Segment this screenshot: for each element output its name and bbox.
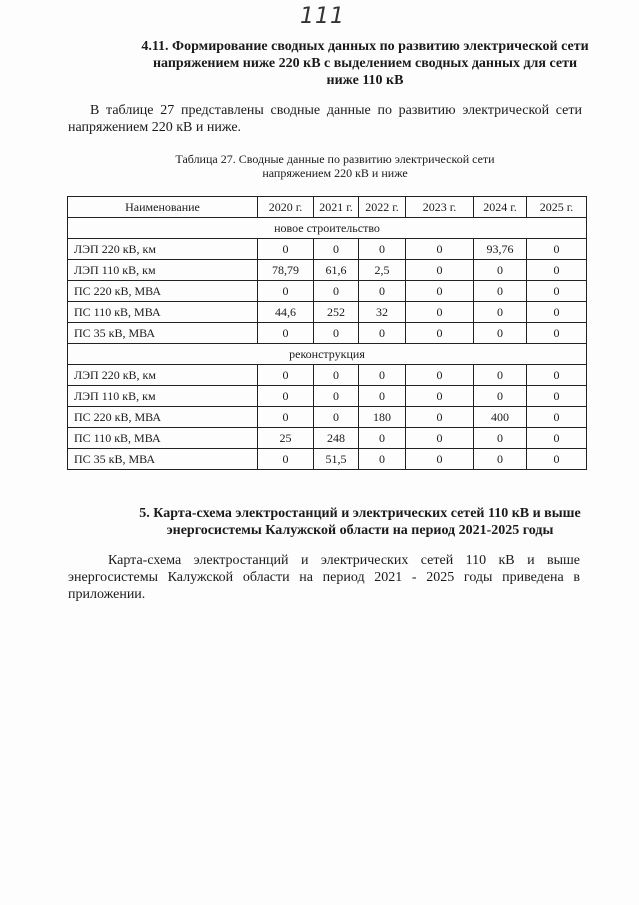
table-cell: 0 xyxy=(527,260,587,281)
header-2022: 2022 г. xyxy=(359,197,406,218)
row-label: ЛЭП 220 кВ, км xyxy=(68,239,258,260)
table-cell: 0 xyxy=(359,365,406,386)
table-cell: 0 xyxy=(258,239,314,260)
table-cell: 0 xyxy=(527,428,587,449)
table-cell: 44,6 xyxy=(258,302,314,323)
header-2024: 2024 г. xyxy=(474,197,527,218)
row-label: ЛЭП 110 кВ, км xyxy=(68,386,258,407)
table-cell: 0 xyxy=(258,281,314,302)
table-cell: 0 xyxy=(474,323,527,344)
table-caption-line1: Таблица 27. Сводные данные по развитию электрической сети xyxy=(175,152,495,166)
table-cell: 0 xyxy=(406,239,474,260)
table-cell: 0 xyxy=(314,365,359,386)
table-cell: 0 xyxy=(406,302,474,323)
row-label: ПС 220 кВ, МВА xyxy=(68,281,258,302)
section-title: 4.11. Формирование сводных данных по развитию электрической сети напряжением ниже 220 кВ с выделением сводных данных для сети ниже 110 кВ xyxy=(141,39,589,88)
table-cell: 0 xyxy=(314,281,359,302)
table-cell: 0 xyxy=(474,449,527,470)
row-label: ПС 110 кВ, МВА xyxy=(68,428,258,449)
table-cell: 0 xyxy=(406,407,474,428)
row-label: ЛЭП 110 кВ, км xyxy=(68,260,258,281)
table-cell: 32 xyxy=(359,302,406,323)
table-cell: 0 xyxy=(527,302,587,323)
table-cell: 0 xyxy=(474,281,527,302)
table-caption xyxy=(150,152,520,180)
table-cell: 0 xyxy=(406,386,474,407)
table-cell: 0 xyxy=(314,407,359,428)
table-cell: 25 xyxy=(258,428,314,449)
table-cell: 0 xyxy=(406,365,474,386)
table-row xyxy=(68,449,587,470)
table-cell: 0 xyxy=(258,449,314,470)
table-cell: 78,79 xyxy=(258,260,314,281)
table-cell: 0 xyxy=(474,386,527,407)
table-row xyxy=(68,323,587,344)
row-label: ПС 35 кВ, МВА xyxy=(68,449,258,470)
row-label: ПС 220 кВ, МВА xyxy=(68,407,258,428)
table-cell: 0 xyxy=(527,239,587,260)
table-cell: 93,76 xyxy=(474,239,527,260)
table-cell: 0 xyxy=(359,428,406,449)
row-label: ПС 35 кВ, МВА xyxy=(68,323,258,344)
header-2025: 2025 г. xyxy=(527,197,587,218)
table-cell: 0 xyxy=(359,239,406,260)
table-cell: 0 xyxy=(527,407,587,428)
table-cell: 0 xyxy=(314,239,359,260)
group-row-reconstruction xyxy=(68,344,587,365)
table-cell: 0 xyxy=(406,323,474,344)
table-cell: 252 xyxy=(314,302,359,323)
table-caption-line2: напряжением 220 кВ и ниже xyxy=(262,166,408,180)
table-cell: 0 xyxy=(474,260,527,281)
table-cell: 0 xyxy=(527,281,587,302)
table-row xyxy=(68,239,587,260)
table-header-row xyxy=(68,197,587,218)
table-cell: 0 xyxy=(359,323,406,344)
table-cell: 248 xyxy=(314,428,359,449)
header-2020: 2020 г. xyxy=(258,197,314,218)
table-cell: 0 xyxy=(359,386,406,407)
table-row xyxy=(68,365,587,386)
table-row xyxy=(68,281,587,302)
table-cell: 0 xyxy=(314,323,359,344)
table-cell: 2,5 xyxy=(359,260,406,281)
table-cell: 61,6 xyxy=(314,260,359,281)
table-cell: 0 xyxy=(406,449,474,470)
table-cell: 400 xyxy=(474,407,527,428)
table-cell: 0 xyxy=(474,428,527,449)
table-row xyxy=(68,302,587,323)
header-2021: 2021 г. xyxy=(314,197,359,218)
table-cell: 0 xyxy=(527,449,587,470)
table-cell: 0 xyxy=(527,365,587,386)
table-cell: 0 xyxy=(258,365,314,386)
table-cell: 0 xyxy=(474,365,527,386)
table-cell: 180 xyxy=(359,407,406,428)
group-row-new xyxy=(68,218,587,239)
intro-paragraph: В таблице 27 представлены сводные данные по развитию электрической сети напряжением 220 кВ и ниже. xyxy=(68,103,582,135)
closing-paragraph: Карта-схема электростанций и электрических сетей 110 кВ и выше энергосистемы Калужской области на период 2021 - 2025 годы приведена в приложении. xyxy=(68,553,580,602)
handwritten-page-number: 111 xyxy=(300,4,345,29)
table-cell: 0 xyxy=(474,302,527,323)
group-label-reconstruction: реконструкция xyxy=(68,344,587,365)
table-cell: 0 xyxy=(258,386,314,407)
section5-title: 5. Карта-схема электростанций и электрических сетей 110 кВ и выше энергосистемы Калужской области на период 2021-2025 годы xyxy=(139,506,581,538)
table-cell: 51,5 xyxy=(314,449,359,470)
group-label-new: новое строительство xyxy=(68,218,587,239)
header-2023: 2023 г. xyxy=(406,197,474,218)
table-cell: 0 xyxy=(359,281,406,302)
table-row xyxy=(68,407,587,428)
header-name: Наименование xyxy=(68,197,258,218)
table-row xyxy=(68,386,587,407)
row-label: ЛЭП 220 кВ, км xyxy=(68,365,258,386)
table-cell: 0 xyxy=(527,386,587,407)
table-cell: 0 xyxy=(406,281,474,302)
table-cell: 0 xyxy=(314,386,359,407)
table-row xyxy=(68,428,587,449)
table-cell: 0 xyxy=(359,449,406,470)
table-row xyxy=(68,260,587,281)
table-cell: 0 xyxy=(406,428,474,449)
summary-table xyxy=(67,196,587,470)
row-label: ПС 110 кВ, МВА xyxy=(68,302,258,323)
table-cell: 0 xyxy=(406,260,474,281)
table-cell: 0 xyxy=(258,323,314,344)
table-cell: 0 xyxy=(258,407,314,428)
table-cell: 0 xyxy=(527,323,587,344)
